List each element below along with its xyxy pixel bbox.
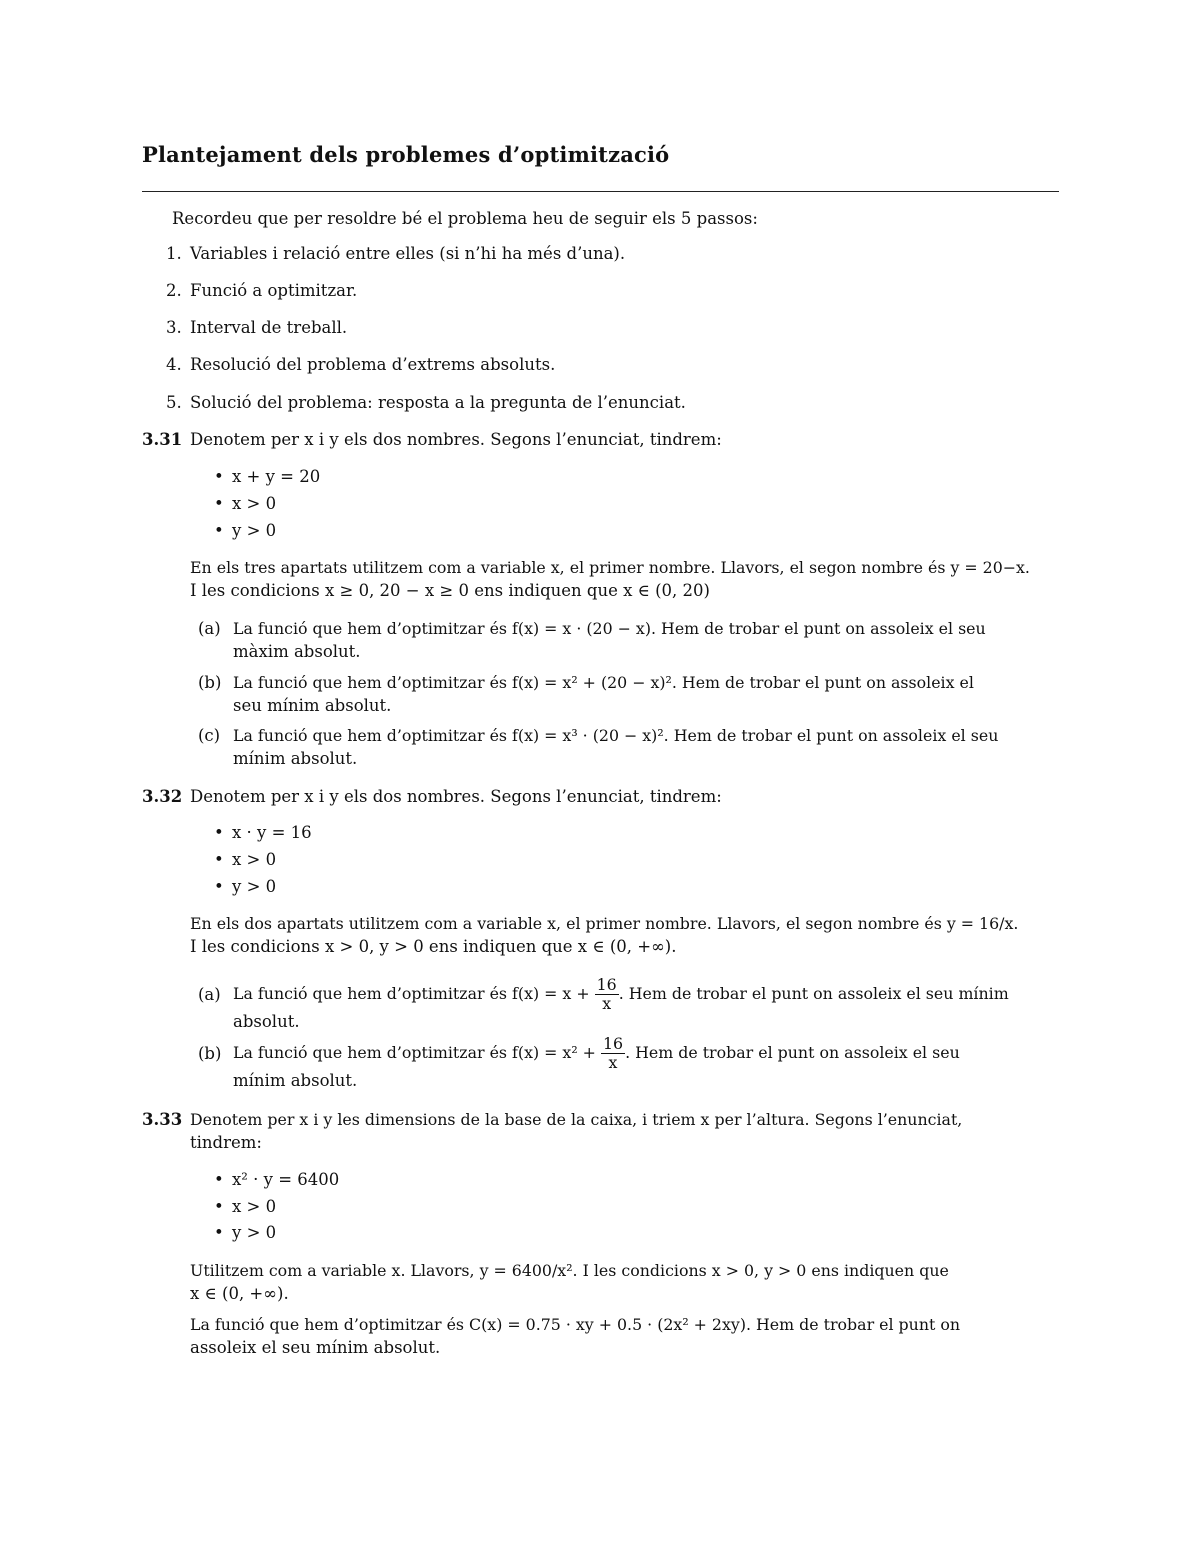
condition-item: • x + y = 20: [232, 465, 320, 488]
paragraph: La funció que hem d’optimitzar és C(x) = 0.75 · xy + 0.5 · (2x² + 2xy). Hem de trobar el punt on: [190, 1315, 961, 1334]
problem-lead: Denotem per x i y els dos nombres. Segons l’enunciat, tindrem:: [190, 430, 722, 449]
formula-text: . Hem de trobar el punt on assoleix el seu: [625, 1043, 960, 1062]
problem-lead: Denotem per x i y les dimensions de la base de la caixa, i triem x per l’altura. Segons l’enunciat,: [190, 1110, 963, 1129]
condition-item: • x² · y = 6400: [232, 1168, 339, 1191]
subitem-label: (a): [198, 619, 221, 638]
paragraph: I les condicions x ≥ 0, 20 − x ≥ 0 ens indiquen que x ∈ (0, 20): [190, 581, 710, 600]
subitem-text: mínim absolut.: [233, 1071, 358, 1090]
subitem-text: [233, 970, 1009, 1018]
subitem-text: La funció que hem d’optimitzar és f(x) = x³ · (20 − x)². Hem de trobar el punt on assoleix el seu: [233, 726, 999, 745]
step-text: Interval de treball.: [190, 318, 348, 337]
problem-number: 3.31: [142, 430, 183, 449]
condition-item: • x > 0: [232, 492, 276, 515]
condition-item: • x > 0: [232, 1195, 276, 1218]
condition-item: • y > 0: [232, 519, 276, 542]
step-number: 4.: [166, 355, 182, 374]
problem-number: 3.33: [142, 1110, 183, 1129]
intro-text: Recordeu que per resoldre bé el problema heu de seguir els 5 passos:: [172, 209, 758, 228]
problem-lead: Denotem per x i y els dos nombres. Segons l’enunciat, tindrem:: [190, 787, 722, 806]
formula-text: . Hem de trobar el punt on assoleix el seu mínim: [618, 984, 1009, 1003]
fraction: [595, 976, 619, 1013]
subitem-label: (a): [198, 985, 221, 1004]
title-rule: [142, 191, 1059, 192]
paragraph: x ∈ (0, +∞).: [190, 1284, 289, 1303]
subitem-label: (b): [198, 673, 222, 692]
subitem-text: seu mínim absolut.: [233, 696, 392, 715]
fraction: [601, 1035, 625, 1072]
step-text: Solució del problema: resposta a la pregunta de l’enunciat.: [190, 393, 686, 412]
subitem-label: (c): [198, 726, 221, 745]
paragraph: I les condicions x > 0, y > 0 ens indiquen que x ∈ (0, +∞).: [190, 937, 677, 956]
paragraph: assoleix el seu mínim absolut.: [190, 1338, 441, 1357]
condition-item: • y > 0: [232, 1221, 276, 1244]
subitem-text: absolut.: [233, 1012, 300, 1031]
fraction-denominator: x: [608, 1053, 618, 1072]
step-number: 5.: [166, 393, 182, 412]
condition-item: • x > 0: [232, 848, 276, 871]
formula-text: La funció que hem d’optimitzar és f(x) = x² +: [233, 1043, 596, 1062]
condition-item: • y > 0: [232, 875, 276, 898]
fraction-numerator: 16: [596, 975, 617, 994]
problem-lead: tindrem:: [190, 1133, 262, 1152]
page-title: Plantejament dels problemes d’optimització: [142, 142, 670, 167]
step-number: 2.: [166, 281, 182, 300]
step-number: 1.: [166, 244, 182, 263]
subitem-text: La funció que hem d’optimitzar és f(x) = x² + (20 − x)². Hem de trobar el punt on assoleix el: [233, 673, 974, 692]
problem-number: 3.32: [142, 787, 183, 806]
subitem-label: (b): [198, 1044, 222, 1063]
subitem-text: màxim absolut.: [233, 642, 361, 661]
paragraph: En els dos apartats utilitzem com a variable x, el primer nombre. Llavors, el segon nombre és y = 16/x.: [190, 914, 1019, 933]
paragraph: En els tres apartats utilitzem com a variable x, el primer nombre. Llavors, el segon nombre és y = 20−x.: [190, 558, 1030, 577]
fraction-numerator: 16: [602, 1034, 624, 1053]
step-text: Resolució del problema d’extrems absoluts.: [190, 355, 556, 374]
subitem-text: La funció que hem d’optimitzar és f(x) = x · (20 − x). Hem de trobar el punt on assoleix el seu: [233, 619, 986, 638]
formula-text: La funció que hem d’optimitzar és f(x) = x +: [233, 984, 590, 1003]
condition-item: • x · y = 16: [232, 821, 312, 844]
subitem-text: mínim absolut.: [233, 749, 358, 768]
paragraph: Utilitzem com a variable x. Llavors, y = 6400/x². I les condicions x > 0, y > 0 ens indiquen que: [190, 1261, 949, 1280]
step-number: 3.: [166, 318, 182, 337]
fraction-denominator: x: [602, 994, 612, 1013]
step-text: Funció a optimitzar.: [190, 281, 358, 300]
step-text: Variables i relació entre elles (si n’hi ha més d’una).: [190, 244, 626, 263]
